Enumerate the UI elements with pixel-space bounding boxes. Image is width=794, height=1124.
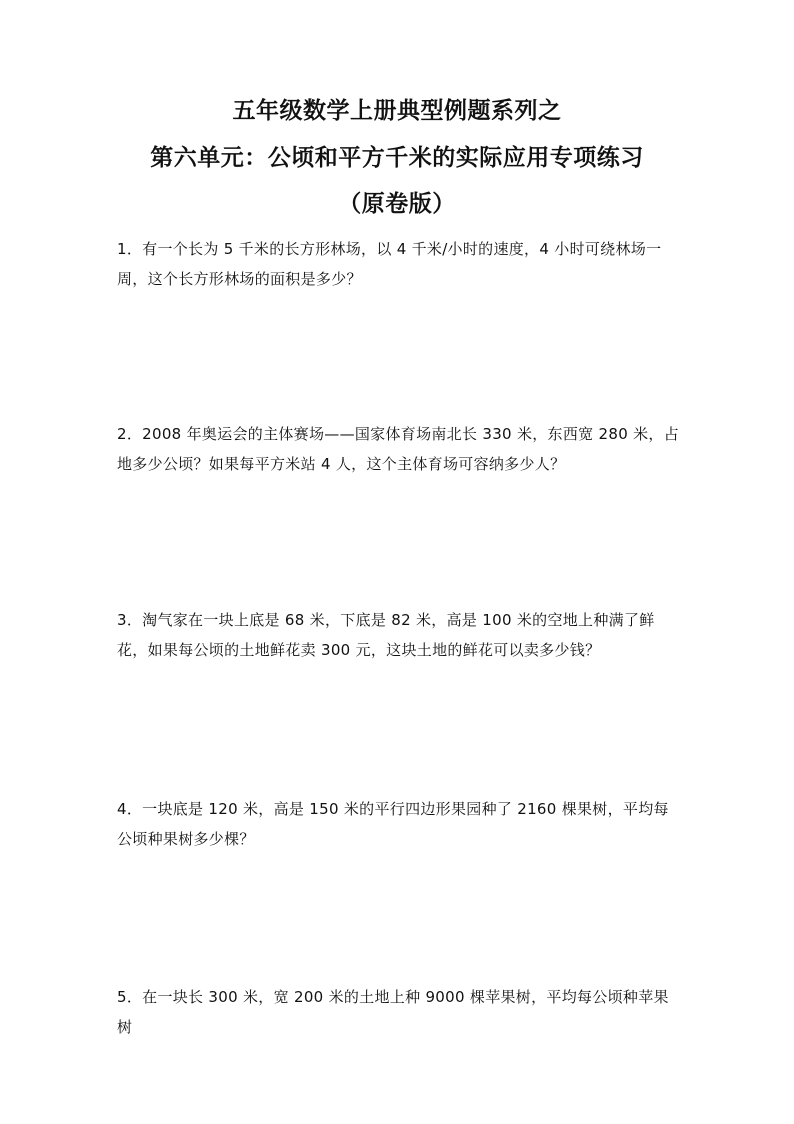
- question-2: 2．2008 年奥运会的主体赛场——国家体育场南北长 330 米，东西宽 280 米，占地多少公顷？如果每平方米站 4 人，这个主体育场可容纳多少人？: [117, 425, 680, 473]
- title-line-3: （原卷版）: [338, 191, 456, 217]
- title-line-1: 五年级数学上册典型例题系列之: [232, 98, 562, 124]
- question-5: 5．在一块长 300 米，宽 200 米的土地上种 9000 棵苹果树，平均每公顷种苹果树: [117, 988, 669, 1036]
- question-4: 4．一块底是 120 米，高是 150 米的平行四边形果园种了 2160 棵果树，平均每公顷种果树多少棵？: [117, 800, 669, 848]
- title-line-2: 第六单元：公顷和平方千米的实际应用专项练习: [150, 145, 644, 171]
- question-3: 3．淘气家在一块上底是 68 米，下底是 82 米，高是 100 米的空地上种满了鲜花，如果每公顷的土地鲜花卖 300 元，这块土地的鲜花可以卖多少钱？: [117, 611, 655, 659]
- question-1: 1．有一个长为 5 千米的长方形林场，以 4 千米/小时的速度，4 小时可绕林场一周，这个长方形林场的面积是多少？: [117, 240, 662, 288]
